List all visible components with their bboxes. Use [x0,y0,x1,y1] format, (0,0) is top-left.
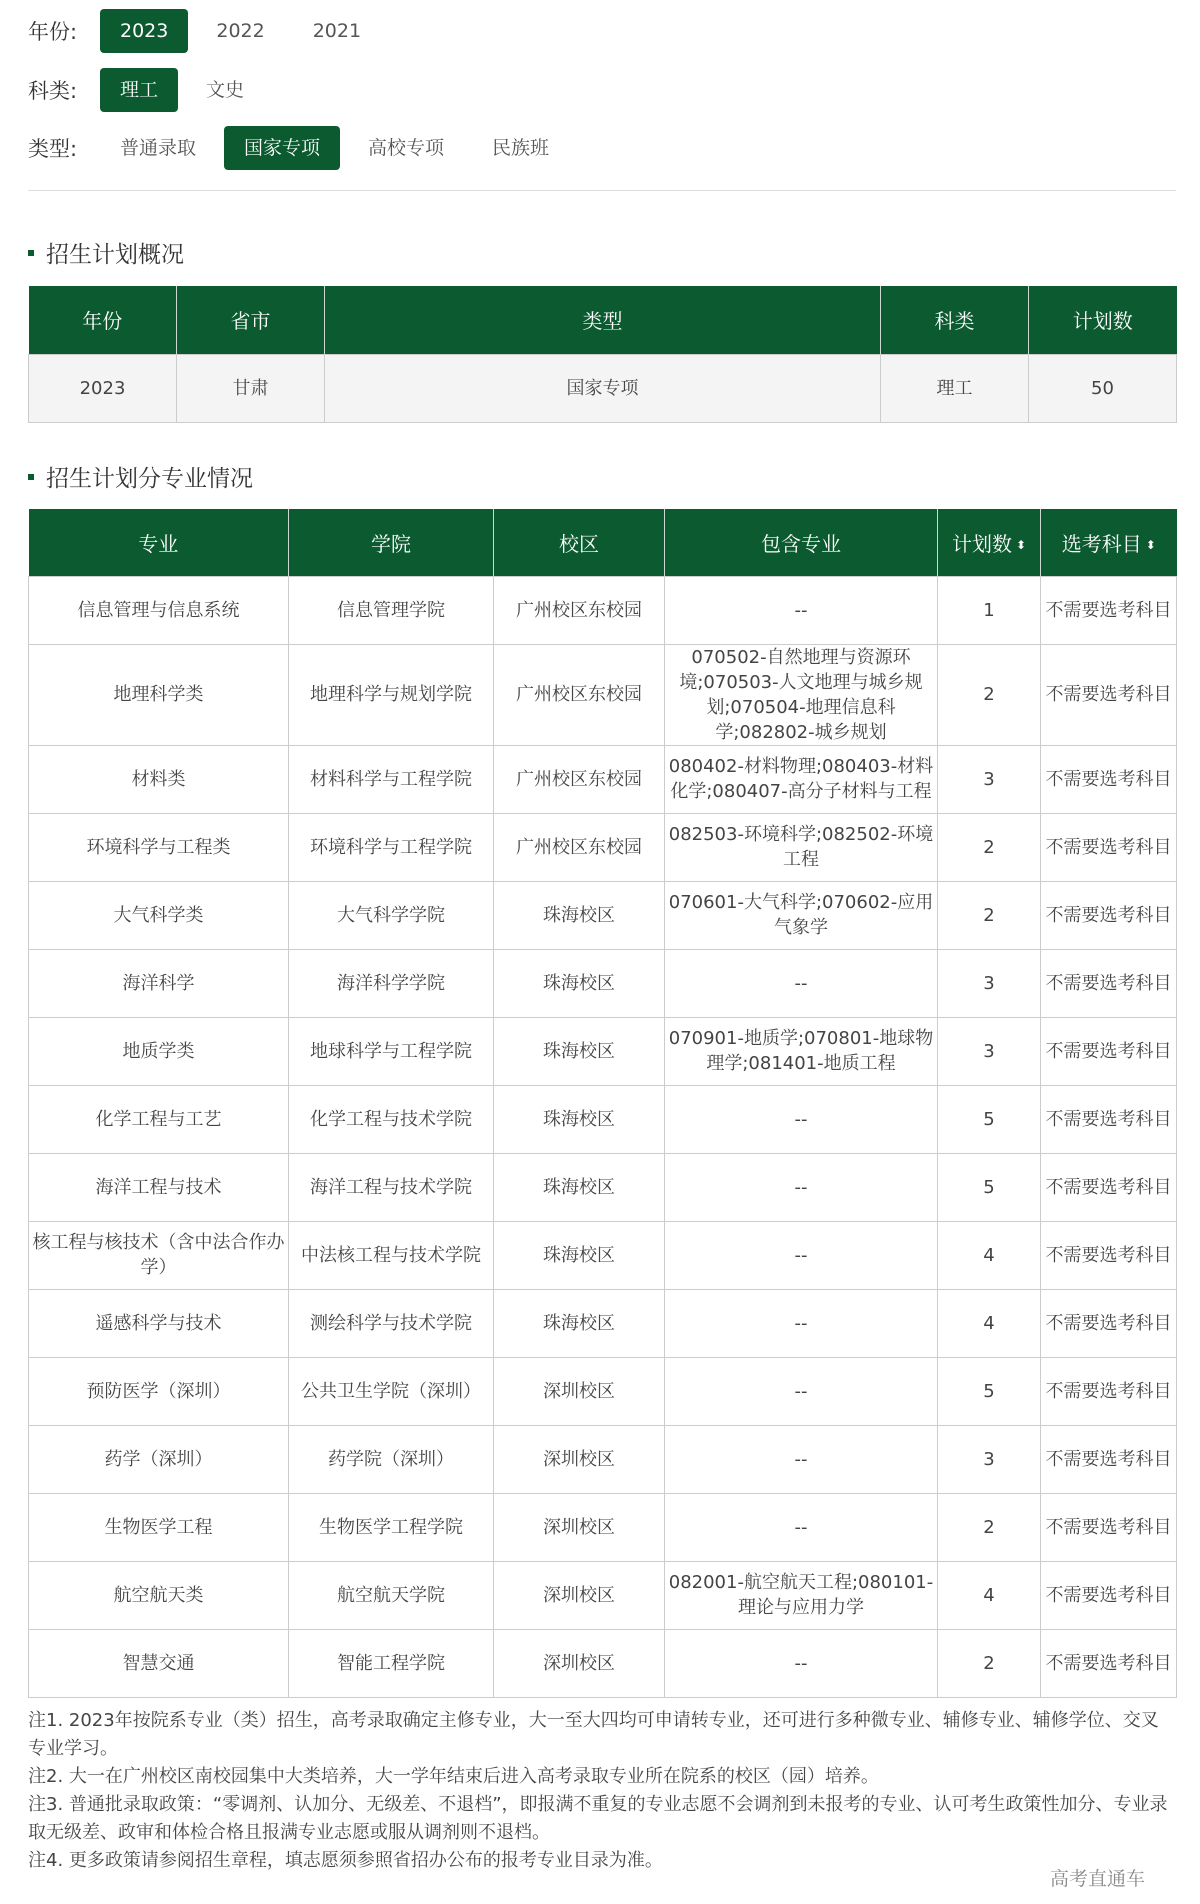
majors-header-cell: 专业 [29,509,289,576]
table-cell: -- [665,1289,938,1357]
table-cell: 核工程与核技术（含中法合作办学） [29,1221,289,1289]
table-cell: -- [665,1085,938,1153]
table-row [29,1017,1177,1085]
table-cell: 遥感科学与技术 [29,1289,289,1357]
table-cell: 070502-自然地理与资源环境;070503-人文地理与城乡规划;070504-地理信息科学;082802-城乡规划 [665,644,938,745]
table-row [29,1561,1177,1629]
note-3: 注3. 普通批录取政策：“零调剂、认加分、无级差、不退档”，即报满不重复的专业志愿不会调剂到未报考的专业、认可考生政策性加分、专业录取无级差、政审和体检合格且报满专业志愿或服从调剂则不退档。 [28,1794,1168,1843]
table-cell: 4 [938,1561,1041,1629]
table-cell: 不需要选考科目 [1041,1017,1177,1085]
majors-header-row [29,509,1177,576]
table-cell: 珠海校区 [494,1221,665,1289]
type-option-national[interactable]: 国家专项 [224,126,340,170]
table-cell: 不需要选考科目 [1041,745,1177,813]
table-cell: -- [665,1425,938,1493]
table-cell: 大气科学类 [29,881,289,949]
table-row [29,1629,1177,1697]
table-cell: 2 [938,881,1041,949]
table-cell: 不需要选考科目 [1041,1221,1177,1289]
overview-cell: 理工 [881,354,1029,422]
table-cell: 082503-环境科学;082502-环境工程 [665,813,938,881]
table-cell: 航空航天类 [29,1561,289,1629]
note-2: 注2. 大一在广州校区南校园集中大类培养，大一学年结束后进入高考录取专业所在院系的校区（园）培养。 [28,1766,879,1787]
overview-header-row [29,286,1177,354]
table-cell: -- [665,1357,938,1425]
overview-header-cell: 省市 [177,286,325,354]
table-cell: 大气科学学院 [289,881,494,949]
majors-header-cell: 包含专业 [665,509,938,576]
table-cell: 082001-航空航天工程;080101-理论与应用力学 [665,1561,938,1629]
filter-year-row [28,9,389,53]
table-row [29,1221,1177,1289]
table-cell: 化学工程与工艺 [29,1085,289,1153]
table-row [29,1493,1177,1561]
note-1: 注1. 2023年按院系专业（类）招生，高考录取确定主修专业，大一至大四均可申请转专业，还可进行多种微专业、辅修专业、辅修学位、交叉专业学习。 [28,1710,1159,1759]
table-cell: 5 [938,1085,1041,1153]
table-cell: 珠海校区 [494,1017,665,1085]
filter-year-label: 年份: [28,20,78,44]
table-cell: 中法核工程与技术学院 [289,1221,494,1289]
filter-divider [28,190,1176,191]
table-row [29,1085,1177,1153]
table-cell: 广州校区东校园 [494,644,665,745]
table-cell: 不需要选考科目 [1041,1153,1177,1221]
table-cell: 深圳校区 [494,1357,665,1425]
table-cell: 药学（深圳） [29,1425,289,1493]
table-cell: 不需要选考科目 [1041,813,1177,881]
table-cell: 2 [938,813,1041,881]
overview-table [28,286,1177,423]
table-cell: 4 [938,1289,1041,1357]
table-cell: 广州校区东校园 [494,576,665,644]
overview-header-cell: 科类 [881,286,1029,354]
majors-header-cell: 校区 [494,509,665,576]
table-cell: -- [665,1221,938,1289]
overview-header-cell: 类型 [325,286,881,354]
table-row [29,813,1177,881]
table-cell: 生物医学工程 [29,1493,289,1561]
table-cell: 地质学类 [29,1017,289,1085]
table-cell: 5 [938,1357,1041,1425]
table-cell: 海洋工程与技术 [29,1153,289,1221]
table-cell: 信息管理与信息系统 [29,576,289,644]
table-cell: 海洋科学学院 [289,949,494,1017]
table-cell: 地理科学与规划学院 [289,644,494,745]
type-option-university[interactable]: 高校专项 [368,137,445,159]
table-cell: 材料科学与工程学院 [289,745,494,813]
table-cell: 2 [938,1493,1041,1561]
table-cell: 广州校区东校园 [494,813,665,881]
table-cell: 深圳校区 [494,1425,665,1493]
year-option-2021[interactable]: 2021 [312,20,362,42]
table-cell: 地球科学与工程学院 [289,1017,494,1085]
sort-icon: ⬍ [1145,538,1156,553]
table-cell: 海洋科学 [29,949,289,1017]
majors-header-text: 选考科目 [1061,531,1142,556]
type-option-ethnic[interactable]: 民族班 [492,137,550,159]
subject-option-science[interactable]: 理工 [100,68,178,112]
table-row [29,576,1177,644]
filter-type-row [28,126,577,170]
table-cell: 珠海校区 [494,881,665,949]
table-cell: 智能工程学院 [289,1629,494,1697]
table-cell: 4 [938,1221,1041,1289]
table-cell: 2 [938,1629,1041,1697]
majors-table-body [29,576,1177,1697]
table-cell: 3 [938,949,1041,1017]
table-row [29,1425,1177,1493]
overview-header-cell: 年份 [29,286,177,354]
section-bullet-icon [28,250,34,256]
table-cell: 地理科学类 [29,644,289,745]
table-cell: 2 [938,644,1041,745]
table-cell: 不需要选考科目 [1041,1357,1177,1425]
table-cell: 深圳校区 [494,1493,665,1561]
type-option-regular[interactable]: 普通录取 [120,137,197,159]
table-row [29,1289,1177,1357]
table-cell: 不需要选考科目 [1041,1629,1177,1697]
table-cell: 深圳校区 [494,1629,665,1697]
table-cell: -- [665,576,938,644]
table-cell: 生物医学工程学院 [289,1493,494,1561]
table-cell: 公共卫生学院（深圳） [289,1357,494,1425]
table-cell: 不需要选考科目 [1041,1289,1177,1357]
majors-section-title [28,460,253,493]
table-cell: 070901-地质学;070801-地球物理学;081401-地质工程 [665,1017,938,1085]
plan-count-sort-header[interactable] [938,509,1041,576]
watermark-text: 高考直通车 [1050,1868,1146,1890]
table-cell: 测绘科学与技术学院 [289,1289,494,1357]
table-cell: 080402-材料物理;080403-材料化学;080407-高分子材料与工程 [665,745,938,813]
table-cell: 环境科学与工程学院 [289,813,494,881]
majors-header-cell: 学院 [289,509,494,576]
table-cell: 不需要选考科目 [1041,1493,1177,1561]
table-cell: 不需要选考科目 [1041,949,1177,1017]
sort-icon: ⬍ [1015,538,1027,553]
table-cell: 3 [938,1017,1041,1085]
table-cell: 070601-大气科学;070602-应用气象学 [665,881,938,949]
table-cell: 3 [938,745,1041,813]
table-cell: 珠海校区 [494,1153,665,1221]
table-cell: 材料类 [29,745,289,813]
table-row [29,1357,1177,1425]
overview-title-text: 招生计划概况 [46,242,184,268]
table-cell: 信息管理学院 [289,576,494,644]
overview-cell: 甘肃 [177,354,325,422]
table-cell: -- [665,949,938,1017]
table-cell: 环境科学与工程类 [29,813,289,881]
table-cell: 珠海校区 [494,949,665,1017]
table-cell: 5 [938,1153,1041,1221]
table-cell: -- [665,1629,938,1697]
section-bullet-icon [28,474,34,480]
overview-cell: 国家专项 [325,354,881,422]
overview-row [29,354,1177,422]
table-cell: 药学院（深圳） [289,1425,494,1493]
majors-table [28,509,1177,1698]
table-row [29,745,1177,813]
overview-header-cell: 计划数 [1029,286,1177,354]
table-cell: 广州校区东校园 [494,745,665,813]
overview-cell: 50 [1029,354,1177,422]
year-option-2023[interactable]: 2023 [100,9,188,53]
majors-header-text: 计划数 [951,531,1012,556]
notes-block [28,1707,1176,1875]
subject-option-arts[interactable]: 文史 [206,79,245,101]
table-row [29,1153,1177,1221]
table-cell: 预防医学（深圳） [29,1357,289,1425]
table-cell: 不需要选考科目 [1041,576,1177,644]
table-cell: 不需要选考科目 [1041,881,1177,949]
table-row [29,881,1177,949]
filter-subject-row [28,68,272,112]
overview-cell: 2023 [29,354,177,422]
table-cell: 不需要选考科目 [1041,644,1177,745]
table-cell: 不需要选考科目 [1041,1561,1177,1629]
filter-subject-label: 科类: [28,79,78,103]
table-cell: 1 [938,576,1041,644]
table-cell: 智慧交通 [29,1629,289,1697]
table-cell: 珠海校区 [494,1085,665,1153]
table-cell: 3 [938,1425,1041,1493]
table-cell: -- [665,1493,938,1561]
table-cell: 航空航天学院 [289,1561,494,1629]
table-cell: 化学工程与技术学院 [289,1085,494,1153]
table-cell: 海洋工程与技术学院 [289,1153,494,1221]
year-option-2022[interactable]: 2022 [216,20,265,42]
filter-type-label: 类型: [28,137,78,161]
note-4: 注4. 更多政策请参阅招生章程，填志愿须参照省招办公布的报考专业目录为准。 [28,1850,663,1871]
table-cell: 珠海校区 [494,1289,665,1357]
table-cell: 不需要选考科目 [1041,1085,1177,1153]
table-row [29,949,1177,1017]
table-row [29,644,1177,745]
table-cell: 深圳校区 [494,1561,665,1629]
table-cell: -- [665,1153,938,1221]
table-cell: 不需要选考科目 [1041,1425,1177,1493]
overview-section-title [28,236,184,269]
majors-title-text: 招生计划分专业情况 [46,466,253,492]
subject-sort-header[interactable] [1041,509,1177,576]
